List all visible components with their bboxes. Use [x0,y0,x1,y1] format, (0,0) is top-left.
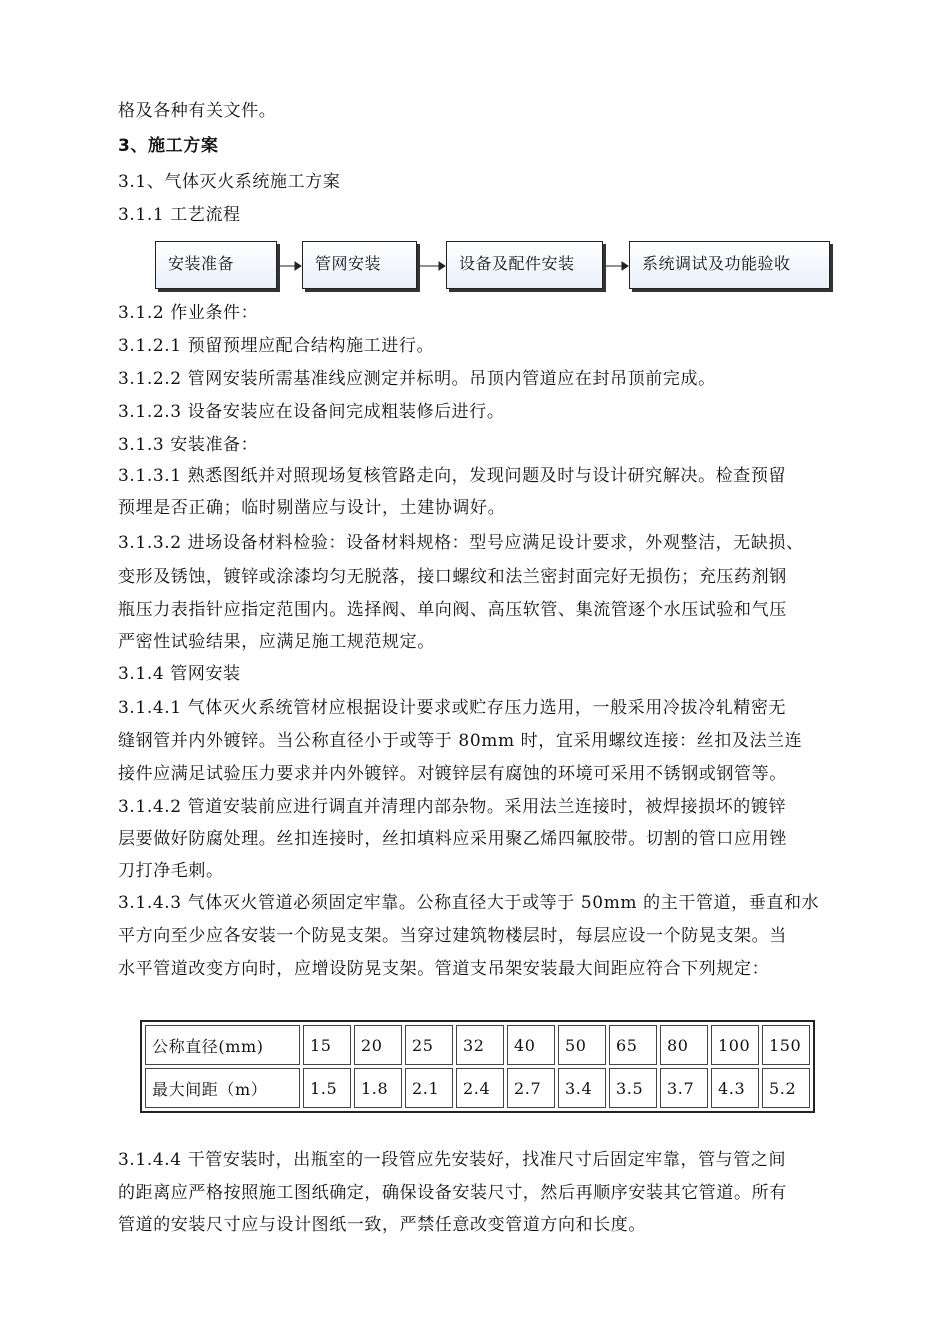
text-line: 3.1.4.1 气体灭火系统管材应根据设计要求或贮存压力选用，一般采用冷拔冷轧精密无 [118,698,787,718]
table-cell: 100 [711,1025,759,1065]
subsection-heading: 3.1.1 工艺流程 [118,205,241,225]
table-cell: 50 [558,1025,606,1065]
text-line: 严密性试验结果，应满足施工规范规定。 [118,632,435,652]
support-spacing-table [140,1020,815,1113]
table-cell: 1.8 [354,1068,402,1108]
table-cell: 1.5 [303,1068,351,1108]
table-cell: 4.3 [711,1068,759,1108]
text-line: 3.1.4.4 干管安装时，出瓶室的一段管应先安装好，找准尺寸后固定牢靠，管与管之间 [118,1150,787,1170]
text-line: 水平管道改变方向时，应增设防晃支架。管道支吊架安装最大间距应符合下列规定： [118,959,770,979]
table-cell: 3.7 [660,1068,708,1108]
table-cell: 25 [405,1025,453,1065]
text-line: 刀打净毛刺。 [118,861,224,881]
text-line: 3.1.3.2 进场设备材料检验：设备材料规格：型号应满足设计要求，外观整洁，无缺损、 [118,533,804,553]
text-line: 预埋是否正确；临时剔凿应与设计，土建协调好。 [118,498,506,518]
table-cell: 2.7 [507,1068,555,1108]
text-line: 3.1.4.3 气体灭火管道必须固定牢靠。公称直径大于或等于 50mm 的主干管道，垂直和水 [118,893,820,913]
table-cell: 3.4 [558,1068,606,1108]
table-cell: 5.2 [762,1068,810,1108]
table-row [145,1025,810,1065]
section-heading: 3、施工方案 [118,136,219,156]
table-cell: 80 [660,1025,708,1065]
text-line: 3.1.2.2 管网安装所需基准线应测定并标明。吊顶内管道应在封吊顶前完成。 [118,369,716,389]
table-cell: 150 [762,1025,810,1065]
text-line: 层要做好防腐处理。丝扣连接时，丝扣填料应采用聚乙烯四氟胶带。切割的管口应用锉 [118,829,787,849]
text-line: 变形及锈蚀，镀锌或涂漆均匀无脱落，接口螺纹和法兰密封面完好无损伤；充压药剂钢 [118,567,787,587]
table-row-header: 最大间距（m） [145,1068,300,1108]
text-line: 瓶压力表指针应指定范围内。选择阀、单向阀、高压软管、集流管逐个水压试验和气压 [118,600,787,620]
flow-step-prepare: 安装准备 [155,241,277,289]
table-cell: 2.1 [405,1068,453,1108]
flow-arrow-head [622,262,628,270]
text-line: 格及各种有关文件。 [118,101,277,121]
table-cell: 32 [456,1025,504,1065]
text-line: 3.1.2.1 预留预埋应配合结构施工进行。 [118,336,435,356]
text-line: 3.1.2.3 设备安装应在设备间完成粗装修后进行。 [118,402,505,422]
text-line: 平方向至少应各安装一个防晃支架。当穿过建筑物楼层时，每层应设一个防晃支架。当 [118,926,787,946]
flow-arrow-head [295,262,301,270]
flow-step-pipe-install: 管网安装 [302,241,417,289]
text-line: 管道的安装尺寸应与设计图纸一致，严禁任意改变管道方向和长度。 [118,1215,646,1235]
subsection-heading: 3.1.4 管网安装 [118,664,241,684]
flow-step-equipment-install: 设备及配件安装 [446,241,603,289]
text-line: 接件应满足试验压力要求并内外镀锌。对镀锌层有腐蚀的环境可采用不锈钢或钢管等。 [118,764,787,784]
table-cell: 15 [303,1025,351,1065]
table-cell: 65 [609,1025,657,1065]
table-cell: 20 [354,1025,402,1065]
table-row [145,1068,810,1108]
subsection-heading: 3.1.3 安装准备： [118,435,259,455]
text-line: 3.1.4.2 管道安装前应进行调直并清理内部杂物。采用法兰连接时，被焊接损坏的镀锌 [118,797,787,817]
subsection-heading: 3.1、气体灭火系统施工方案 [118,172,341,192]
table-cell: 2.4 [456,1068,504,1108]
text-line: 3.1.3.1 熟悉图纸并对照现场复核管路走向，发现问题及时与设计研究解决。检查预留 [118,466,787,486]
table-cell: 3.5 [609,1068,657,1108]
flow-arrow-head [439,262,445,270]
text-line: 的距离应严格按照施工图纸确定，确保设备安装尺寸，然后再顺序安装其它管道。所有 [118,1183,787,1203]
flow-arrows [0,0,950,320]
subsection-heading: 3.1.2 作业条件： [118,303,259,323]
table-cell: 40 [507,1025,555,1065]
table-row-header: 公称直径(mm) [145,1025,300,1065]
flow-step-commissioning: 系统调试及功能验收 [629,241,830,289]
text-line: 缝钢管并内外镀锌。当公称直径小于或等于 80mm 时，宜采用螺纹连接：丝扣及法兰连 [118,731,803,751]
